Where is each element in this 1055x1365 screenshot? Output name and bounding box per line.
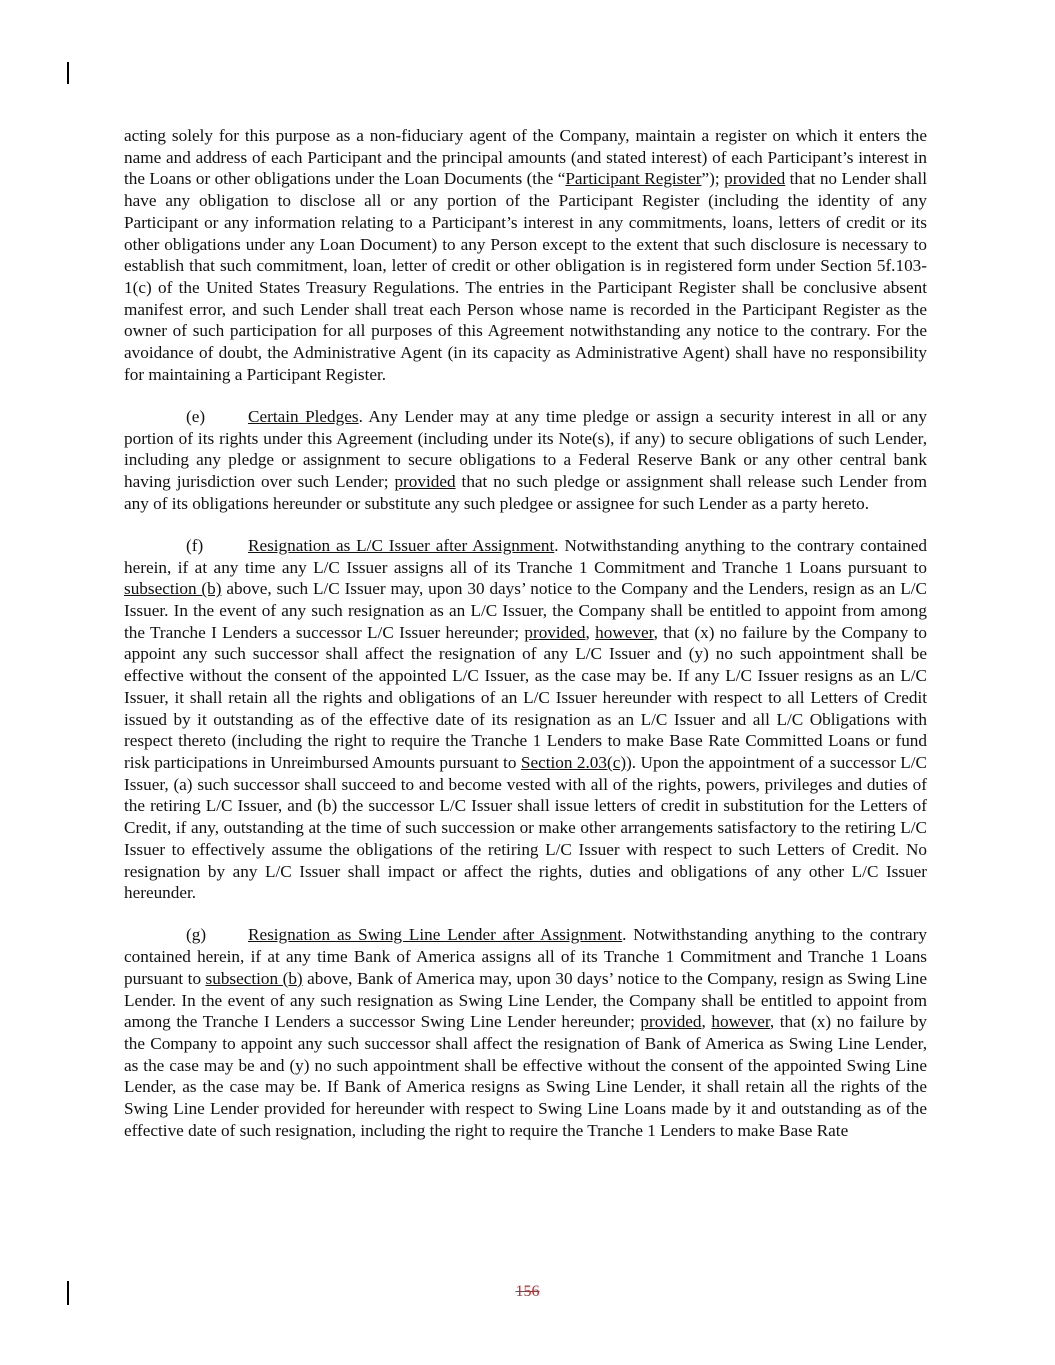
text-run: . Any Lender may at any time pledge or assign a security interest in all or any portion of its rights under this Agreement (including under its Note(s), if any) to secure obligations of such Lender, including any pledge or assignment to secure obligations to a Federal Reserve Bank or any other central bank having jurisdiction over such Lender; xyxy=(124,406,927,492)
cross-reference-subsection-b: subsection (b) xyxy=(205,968,303,988)
term-however: however xyxy=(711,1012,770,1032)
paragraph-e-certain-pledges xyxy=(124,406,927,515)
page-number: 156 xyxy=(515,1283,540,1300)
text-run: that no such pledge or assignment shall release such Lender from any of its obligations hereunder or substitute any such pledgee or assignee for such Lender as a party hereto. xyxy=(124,472,927,513)
text-run: . Notwithstanding anything to the contrary contained herein, if at any time any L/C Issuer assigns all of its Tranche 1 Commitment and Tranche 1 Loans pursuant to xyxy=(124,535,927,577)
clause-label-e: (e) xyxy=(186,406,206,426)
term-provided: provided xyxy=(524,622,586,642)
cross-reference-subsection-b: subsection (b) xyxy=(124,579,222,599)
paragraph-f-lc-issuer-resignation xyxy=(124,535,927,904)
text-run: ”); xyxy=(701,169,725,189)
term-provided: provided xyxy=(724,169,786,189)
document-body xyxy=(124,125,927,1162)
term-provided: provided xyxy=(640,1012,702,1032)
text-run: , that (x) no failure by the Company to appoint any such successor shall affect the resignation of any L/C Issuer and (y) no such appointment shall be effective without the consent of the appointed L/C Issuer, as the case may be. If any L/C Issuer resigns as an L/C Issuer, it shall retain all the rights and obligations of an L/C Issuer hereunder with respect to all Letters of Credit issued by it outstanding as of the effective date of its resignation as an L/C Issuer and all L/C Obligations with respect thereto (including the right to require the Tranche 1 Lenders to make Base Rate Committed Loans or fund risk participations in Unreimbursed Amounts pursuant to xyxy=(124,622,928,772)
text-run: ). Upon the appointment of a successor L/C Issuer, (a) such successor shall succeed to and become vested with all of the rights, powers, privileges and duties of the retiring L/C Issuer, and (b) the successor L/C Issuer shall issue letters of credit in substitution for the Letters of Credit, if any, outstanding at the time of such succession or make other arrangements satisfactory to the retiring L/C Issuer to effectively assume the obligations of the retiring L/C Issuer with respect to such Letters of Credit. No resignation by any L/C Issuer shall impact or affect the rights, duties and obligations of any other L/C Issuer hereunder. xyxy=(124,752,927,903)
term-however: however xyxy=(595,622,654,642)
text-run: above, Bank of America may, upon 30 days’ notice to the Company, resign as Swing Line Lender. In the event of any such resignation as Swing Line Lender, the Company shall be entitled to appoint from among the Tranche I Lenders a successor Swing Line Lender hereunder; xyxy=(124,968,927,1032)
clause-heading-swing-line-resignation: Resignation as Swing Line Lender after Assignment xyxy=(248,925,623,945)
text-run: , xyxy=(585,622,596,642)
defined-term-participant-register: Participant Register xyxy=(565,169,702,189)
term-provided: provided xyxy=(394,472,456,492)
cross-reference-section-2-03-c: Section 2.03(c) xyxy=(520,752,627,772)
text-run: above, such L/C Issuer may, upon 30 days’ notice to the Company and the Lenders, resign as an L/C Issuer. In the event of any such resignation as an L/C Issuer, the Company shall be entitled to appoint from among the Tranche I Lenders a successor L/C Issuer hereunder; xyxy=(124,579,927,642)
clause-label-g: (g) xyxy=(186,925,207,945)
clause-heading-certain-pledges: Certain Pledges xyxy=(248,406,359,426)
change-bar-top xyxy=(67,62,69,84)
text-run: , that (x) no failure by the Company to appoint any such successor shall affect the resignation of Bank of America as Swing Line Lender, as the case may be and (y) no such appointment shall be effective without the consent of the appointed Swing Line Lender, as the case may be. If Bank of America resigns as Swing Line Lender, it shall retain all the rights of the Swing Line Lender provided for hereunder with respect to Swing Line Loans made by it and outstanding as of the effective date of such resignation, including the right to require the Tranche 1 Lenders to make Base Rate xyxy=(124,1012,928,1140)
clause-label-f: (f) xyxy=(186,535,204,555)
paragraph-participant-register xyxy=(124,125,927,385)
clause-heading-lc-issuer-resignation: Resignation as L/C Issuer after Assignment xyxy=(248,535,555,555)
text-run: , xyxy=(701,1012,712,1032)
text-run: that no Lender shall have any obligation to disclose all or any portion of the Participant Register (including the identity of any Participant or any information relating to a Participant’s interest in any commitments, loans, letters of credit or its other obligations under any Loan Document) to any Person except to the extent that such disclosure is necessary to establish that such commitment, loan, letter of credit or other obligation is in registered form under Section 5f.103-1(c) of the United States Treasury Regulations. The entries in the Participant Register shall be conclusive absent manifest error, and such Lender shall treat each Person whose name is recorded in the Participant Register as the owner of such participation for all purposes of this Agreement notwithstanding any notice to the contrary. For the avoidance of doubt, the Administrative Agent (in its capacity as Administrative Agent) shall have no responsibility for maintaining a Participant Register. xyxy=(124,169,927,384)
text-run: acting solely for this purpose as a non-fiduciary agent of the Company, maintain a register on which it enters the name and address of each Participant and the principal amounts (and stated interest) of each Participant’s interest in the Loans or other obligations under the Loan Documents (the “ xyxy=(124,126,927,189)
paragraph-g-swing-line-resignation xyxy=(124,924,927,1141)
text-run: . Notwithstanding anything to the contrary contained herein, if at any time Bank of America assigns all of its Tranche 1 Commitment and Tranche 1 Loans pursuant to xyxy=(124,925,927,988)
